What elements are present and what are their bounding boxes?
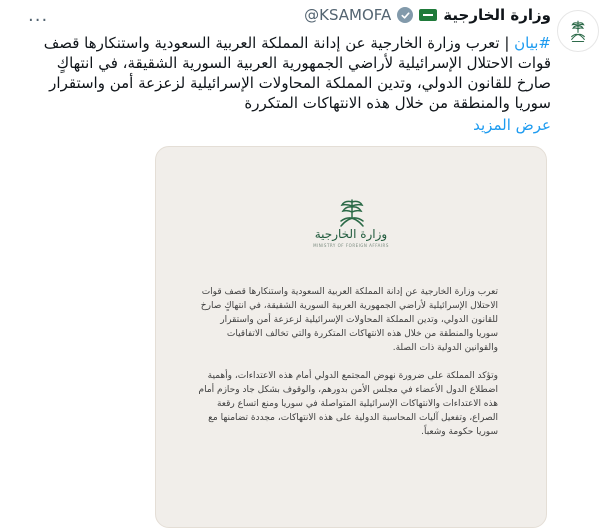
card-ministry-title: وزارة الخارجية bbox=[314, 227, 388, 241]
show-more-link[interactable]: عرض المزيد bbox=[473, 116, 551, 134]
tweet-body: تعرب وزارة الخارجية عن إدانة المملكة العربية السعودية واستنكارها قصف قوات الاحتلال الإسرائيلية لأراضي الجمهورية العربية السورية الشقيقة، في انتهاكٍ صارخ للقانون الدولي، وتدين المملكة المحاولات الإسرائيلية لزعزعة أمن واستقرار سوريا والمنطقة من خلال هذه الانتهاكات المتكررة bbox=[43, 34, 551, 112]
author-name[interactable]: وزارة الخارجية bbox=[443, 6, 551, 24]
hashtag-link[interactable]: #بيان bbox=[514, 34, 551, 52]
statement-text bbox=[198, 285, 498, 453]
card-ministry-subtitle: MINISTRY OF FOREIGN AFFAIRS bbox=[313, 243, 389, 248]
separator: | bbox=[499, 34, 515, 52]
statement-paragraph-1: تعرب وزارة الخارجية عن إدانة المملكة العربية السعودية واستنكارها قصف قوات الاحتلال الإسرائيلية لأراضي الجمهورية العربية السورية الشقيقة، في انتهاكٍ صارخ للقانون الدولي، وتدين المملكة المحاولات الإسرائيلية لزعزعة أمن واستقرار سوريا والمنطقة من خلال هذه الانتهاكات المتكررة والتي تخالف الاتفاقيات والقوانين الدولية ذات الصلة. bbox=[200, 287, 498, 353]
tweet-text bbox=[21, 33, 551, 113]
author-handle[interactable]: @KSAMOFA bbox=[304, 6, 392, 24]
statement-image[interactable] bbox=[155, 146, 547, 528]
verified-badge-icon bbox=[397, 7, 413, 23]
tweet-header bbox=[304, 6, 551, 24]
more-icon[interactable]: ··· bbox=[28, 10, 49, 31]
avatar[interactable] bbox=[557, 10, 599, 52]
saudi-flag-icon bbox=[419, 9, 437, 21]
statement-paragraph-2: وتؤكد المملكة على ضرورة نهوض المجتمع الدولي أمام هذه الاعتداءات، وأهمية اضطلاع الدول الأعضاء في مجلس الأمن بدورهم، والوقوف بشكل جاد وحازم أمام هذه الاعتداءات والانتهاكات الإسرائيلية المتواصلة في سوريا ومنع اتساع رقعة الصراع، وتفعيل آليات المحاسبة الدولية على هذه الانتهاكات، مجددة تضامنها مع سوريا حكومة وشعباً. bbox=[198, 371, 498, 437]
emblem-icon bbox=[564, 17, 592, 45]
